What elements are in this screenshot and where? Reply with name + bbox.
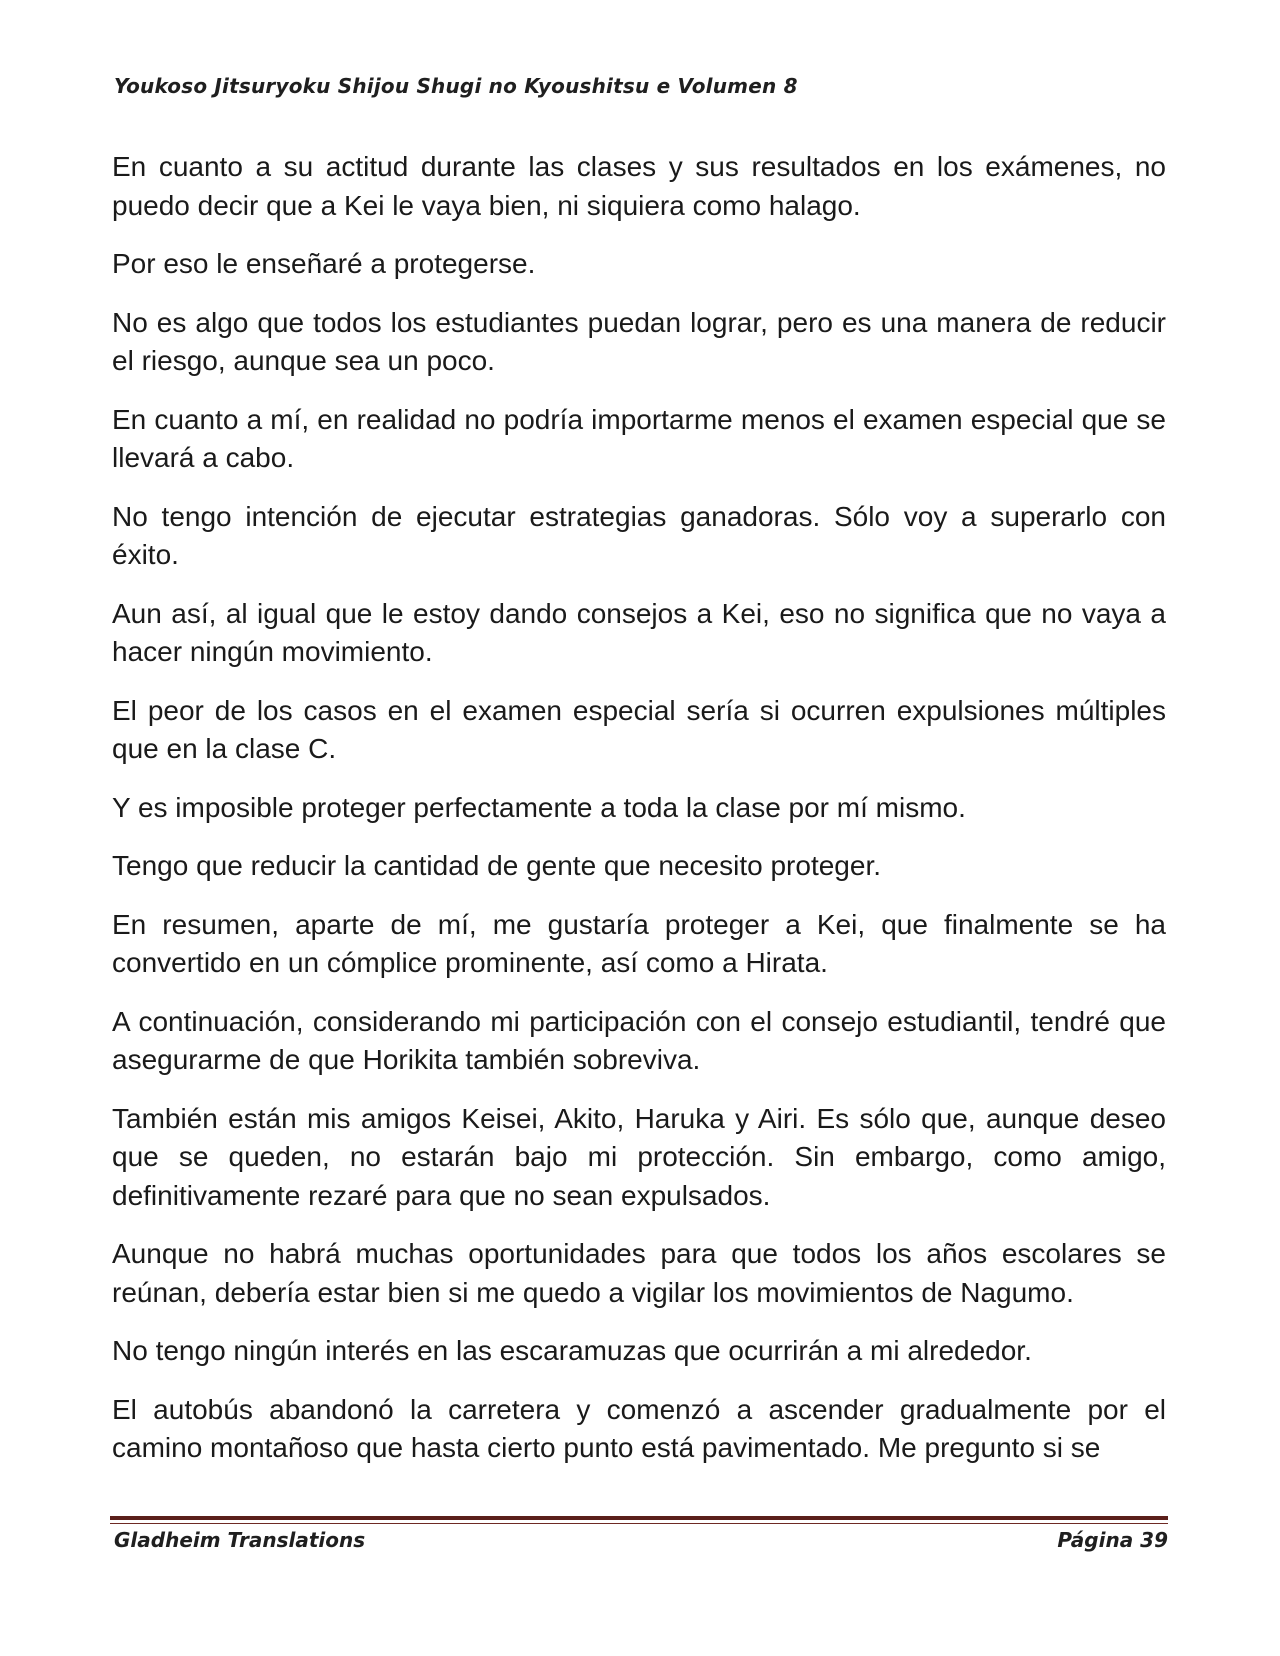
paragraph: Por eso le enseñaré a protegerse. (112, 248, 536, 279)
footer-divider (110, 1516, 1168, 1520)
paragraph: También están mis amigos Keisei, Akito, Haruka y Airi. Es sólo que, aunque deseo que se queden, no estarán bajo mi protección. Sin embargo, como amigo, definitivamente rezaré para que no sean expulsados. (112, 1102, 1166, 1211)
body-text (112, 148, 1166, 1488)
paragraph: No tengo intención de ejecutar estrategias ganadoras. Sólo voy a superarlo con éxito. (112, 500, 1166, 570)
running-header: Youkoso Jitsuryoku Shijou Shugi no Kyoushitsu e Volumen 8 (114, 74, 798, 98)
paragraph: El peor de los casos en el examen especial sería si ocurren expulsiones múltiples que en la clase C. (112, 694, 1166, 764)
paragraph: El autobús abandonó la carretera y comenzó a ascender gradualmente por el camino montañoso que hasta cierto punto está pavimentado. Me pregunto si se (112, 1393, 1166, 1463)
paragraph: En cuanto a mí, en realidad no podría importarme menos el examen especial que se llevará a cabo. (112, 403, 1166, 473)
paragraph: En resumen, aparte de mí, me gustaría proteger a Kei, que finalmente se ha convertido en un cómplice prominente, así como a Hirata. (112, 908, 1166, 978)
paragraph: No es algo que todos los estudiantes puedan lograr, pero es una manera de reducir el riesgo, aunque sea un poco. (112, 306, 1166, 376)
paragraph: Aunque no habrá muchas oportunidades para que todos los años escolares se reúnan, debería estar bien si me quedo a vigilar los movimientos de Nagumo. (112, 1238, 1166, 1308)
page-number: Página 39 (1057, 1528, 1168, 1552)
footer-divider-thin (110, 1523, 1168, 1524)
paragraph: A continuación, considerando mi participación con el consejo estudiantil, tendré que asegurarme de que Horikita también sobreviva. (112, 1005, 1166, 1075)
paragraph: No tengo ningún interés en las escaramuzas que ocurrirán a mi alrededor. (112, 1335, 1032, 1366)
footer-credit: Gladheim Translations (114, 1528, 366, 1552)
paragraph: Y es imposible proteger perfectamente a toda la clase por mí mismo. (112, 791, 966, 823)
paragraph: Tengo que reducir la cantidad de gente que necesito proteger. (112, 850, 882, 881)
paragraph: Aun así, al igual que le estoy dando consejos a Kei, eso no significa que no vaya a hacer ningún movimiento. (112, 597, 1166, 667)
paragraph: En cuanto a su actitud durante las clases y sus resultados en los exámenes, no puedo decir que a Kei le vaya bien, ni siquiera como halago. (112, 151, 1166, 221)
